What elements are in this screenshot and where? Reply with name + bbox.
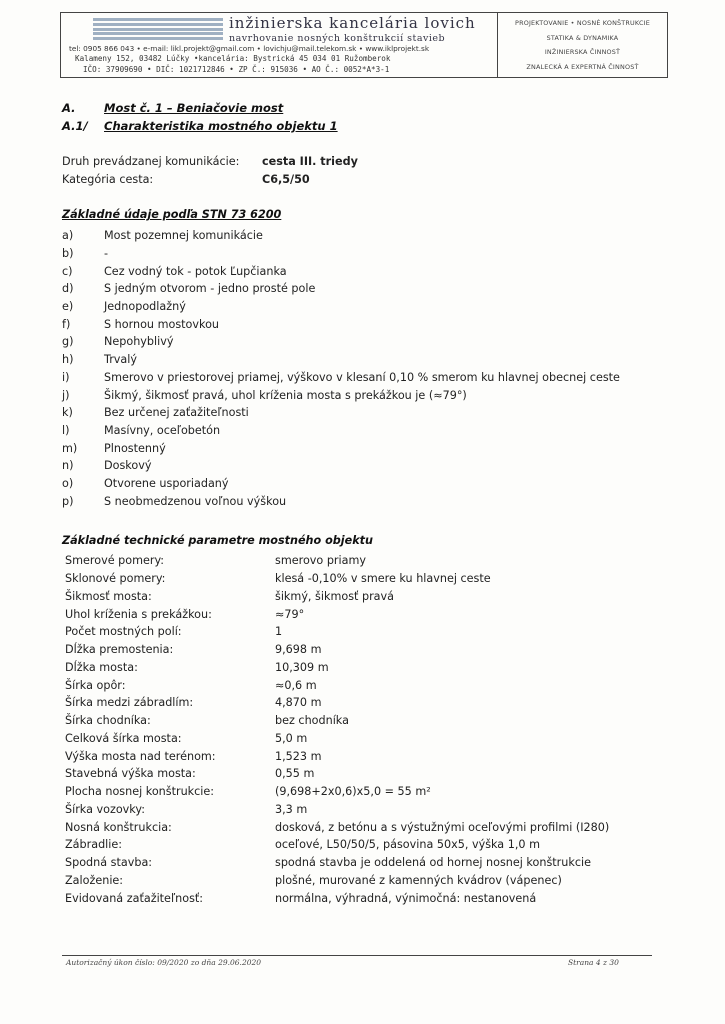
list-item: m) Plnostenný <box>62 441 166 455</box>
list-item: i) Smerovo v priestorovej priamej, výškovo v klesaní 0,10 % smerom ku hlavnej obecnej ceste <box>62 370 620 384</box>
param-row: Dĺžka mosta: 10,309 m <box>65 660 329 674</box>
param-row: Smerové pomery: smerovo priamy <box>65 554 367 568</box>
list-item: o) Otvorene usporiadaný <box>62 476 229 490</box>
list-item: k) Bez určenej zaťažiteľnosti <box>62 406 249 420</box>
footer-divider <box>62 955 652 956</box>
param-row: Šírka vozovky: 3,3 m <box>65 802 308 816</box>
param-row: Sklonové pomery: klesá -0,10% v smere ku hlavnej ceste <box>65 572 491 586</box>
param-row: Uhol kríženia s prekážkou: ≈79° <box>65 607 305 621</box>
tech-params-table <box>65 552 609 907</box>
param-row: Spodná stavba: spodná stavba je oddelená od hornej nosnej konštrukcie <box>65 856 591 870</box>
info-value: C6,5/50 <box>262 173 310 186</box>
company-tagline: navrhovanie nosných konštrukcií stavieb <box>229 33 446 44</box>
service-line: PROJEKTOVANIE • NOSNÉ KONŠTRUKCIE <box>515 19 650 28</box>
list-item: d) S jedným otvorom - jedno prosté pole <box>62 282 316 296</box>
param-row: Celková šírka mosta: 5,0 m <box>65 731 308 745</box>
section-a-label: A. <box>62 101 76 115</box>
param-row: Šikmosť mosta: šikmý, šikmosť pravá <box>65 589 395 603</box>
param-row: Založenie: plošné, murované z kamenných kvádrov (vápenec) <box>65 873 562 887</box>
section-a1-label: A.1/ <box>62 119 88 133</box>
param-row: Výška mosta nad terénom: 1,523 m <box>65 749 322 763</box>
service-line: INŽINIERSKA ČINNOSŤ <box>544 48 621 57</box>
param-row: Šírka chodníka: bez chodníka <box>65 714 349 728</box>
list-item: g) Nepohyblivý <box>62 335 174 349</box>
param-row: Počet mostných polí: 1 <box>65 625 283 639</box>
list-item: h) Trvalý <box>62 353 137 367</box>
list-item: e) Jednopodlažný <box>62 300 186 314</box>
list-item: p) S neobmedzenou voľnou výškou <box>62 494 287 508</box>
list-item: n) Doskový <box>62 459 152 473</box>
section-a1-title: Charakteristika mostného objektu 1 <box>104 119 338 133</box>
list-item: j) Šikmý, šikmosť pravá, uhol kríženia mosta s prekážkou je (≈79°) <box>62 388 467 402</box>
company-contacts: tel: 0905 866 043 • e-mail: likl.projekt@gmail.com • lovichju@mail.telekom.sk • www.iklprojekt.sk <box>69 44 430 53</box>
service-line: STATIKA & DYNAMIKA <box>546 33 619 42</box>
param-row: Stavebná výška mosta: 0,55 m <box>65 767 315 781</box>
company-address: Kalameny 152, 03482 Lúčky •kancelária: Bystrická 45 034 01 Ružomberok <box>75 54 391 63</box>
section-a1-heading <box>62 119 338 133</box>
basic-data-heading: Základné údaje podľa STN 73 6200 <box>62 208 282 221</box>
company-logo <box>93 18 223 40</box>
param-row: Plocha nosnej konštrukcie: (9,698+2x0,6)x5,0 = 55 m² <box>65 785 431 799</box>
section-a-heading <box>62 101 283 115</box>
section-a-title: Most č. 1 – Beniačovie most <box>104 101 284 115</box>
page-number: Strana 4 z 30 <box>568 958 619 967</box>
list-item: l) Masívny, oceľobetón <box>62 423 221 437</box>
info-value: cesta III. triedy <box>262 155 358 168</box>
param-row: Evidovaná zaťažiteľnosť: normálna, výhradná, výnimočná: nestanovená <box>65 891 537 905</box>
letterhead <box>60 12 668 78</box>
list-item: b) - <box>62 247 109 261</box>
info-key: Kategória cesta: <box>62 173 154 186</box>
list-item: a) Most pozemnej komunikácie <box>62 229 263 243</box>
info-key: Druh prevádzanej komunikácie: <box>62 155 240 168</box>
param-row: Šírka medzi zábradlím: 4,870 m <box>65 696 322 710</box>
list-item: c) Cez vodný tok - potok Ľupčianka <box>62 264 287 278</box>
service-line: ZNALECKÁ A EXPERTNÁ ČINNOSŤ <box>526 62 639 71</box>
company-ids: IČO: 37909690 • DIČ: 1021712846 • ZP Č.: 915036 • AO Č.: 0052*A*3-1 <box>83 65 390 74</box>
company-name: inžinierska kancelária lovich <box>229 14 476 32</box>
tech-params-heading: Základné technické parametre mostného objektu <box>62 534 373 547</box>
param-row: Šírka opôr: ≈0,6 m <box>65 678 317 692</box>
letterhead-company-block <box>61 13 498 77</box>
info-road-category <box>62 173 310 186</box>
param-row: Zábradlie: oceľové, L50/50/5, pásovina 50x5, výška 1,0 m <box>65 838 540 852</box>
basic-data-list <box>62 227 620 510</box>
list-item: f) S hornou mostovkou <box>62 317 220 331</box>
param-row: Nosná konštrukcia: dosková, z betónu a s výstužnými oceľovými profilmi (I280) <box>65 820 610 834</box>
letterhead-services <box>498 13 667 77</box>
footer-authorization: Autorizačný úkon číslo: 09/2020 zo dňa 29.06.2020 <box>66 958 262 967</box>
param-row: Dĺžka premostenia: 9,698 m <box>65 643 322 657</box>
info-road-type <box>62 155 358 168</box>
